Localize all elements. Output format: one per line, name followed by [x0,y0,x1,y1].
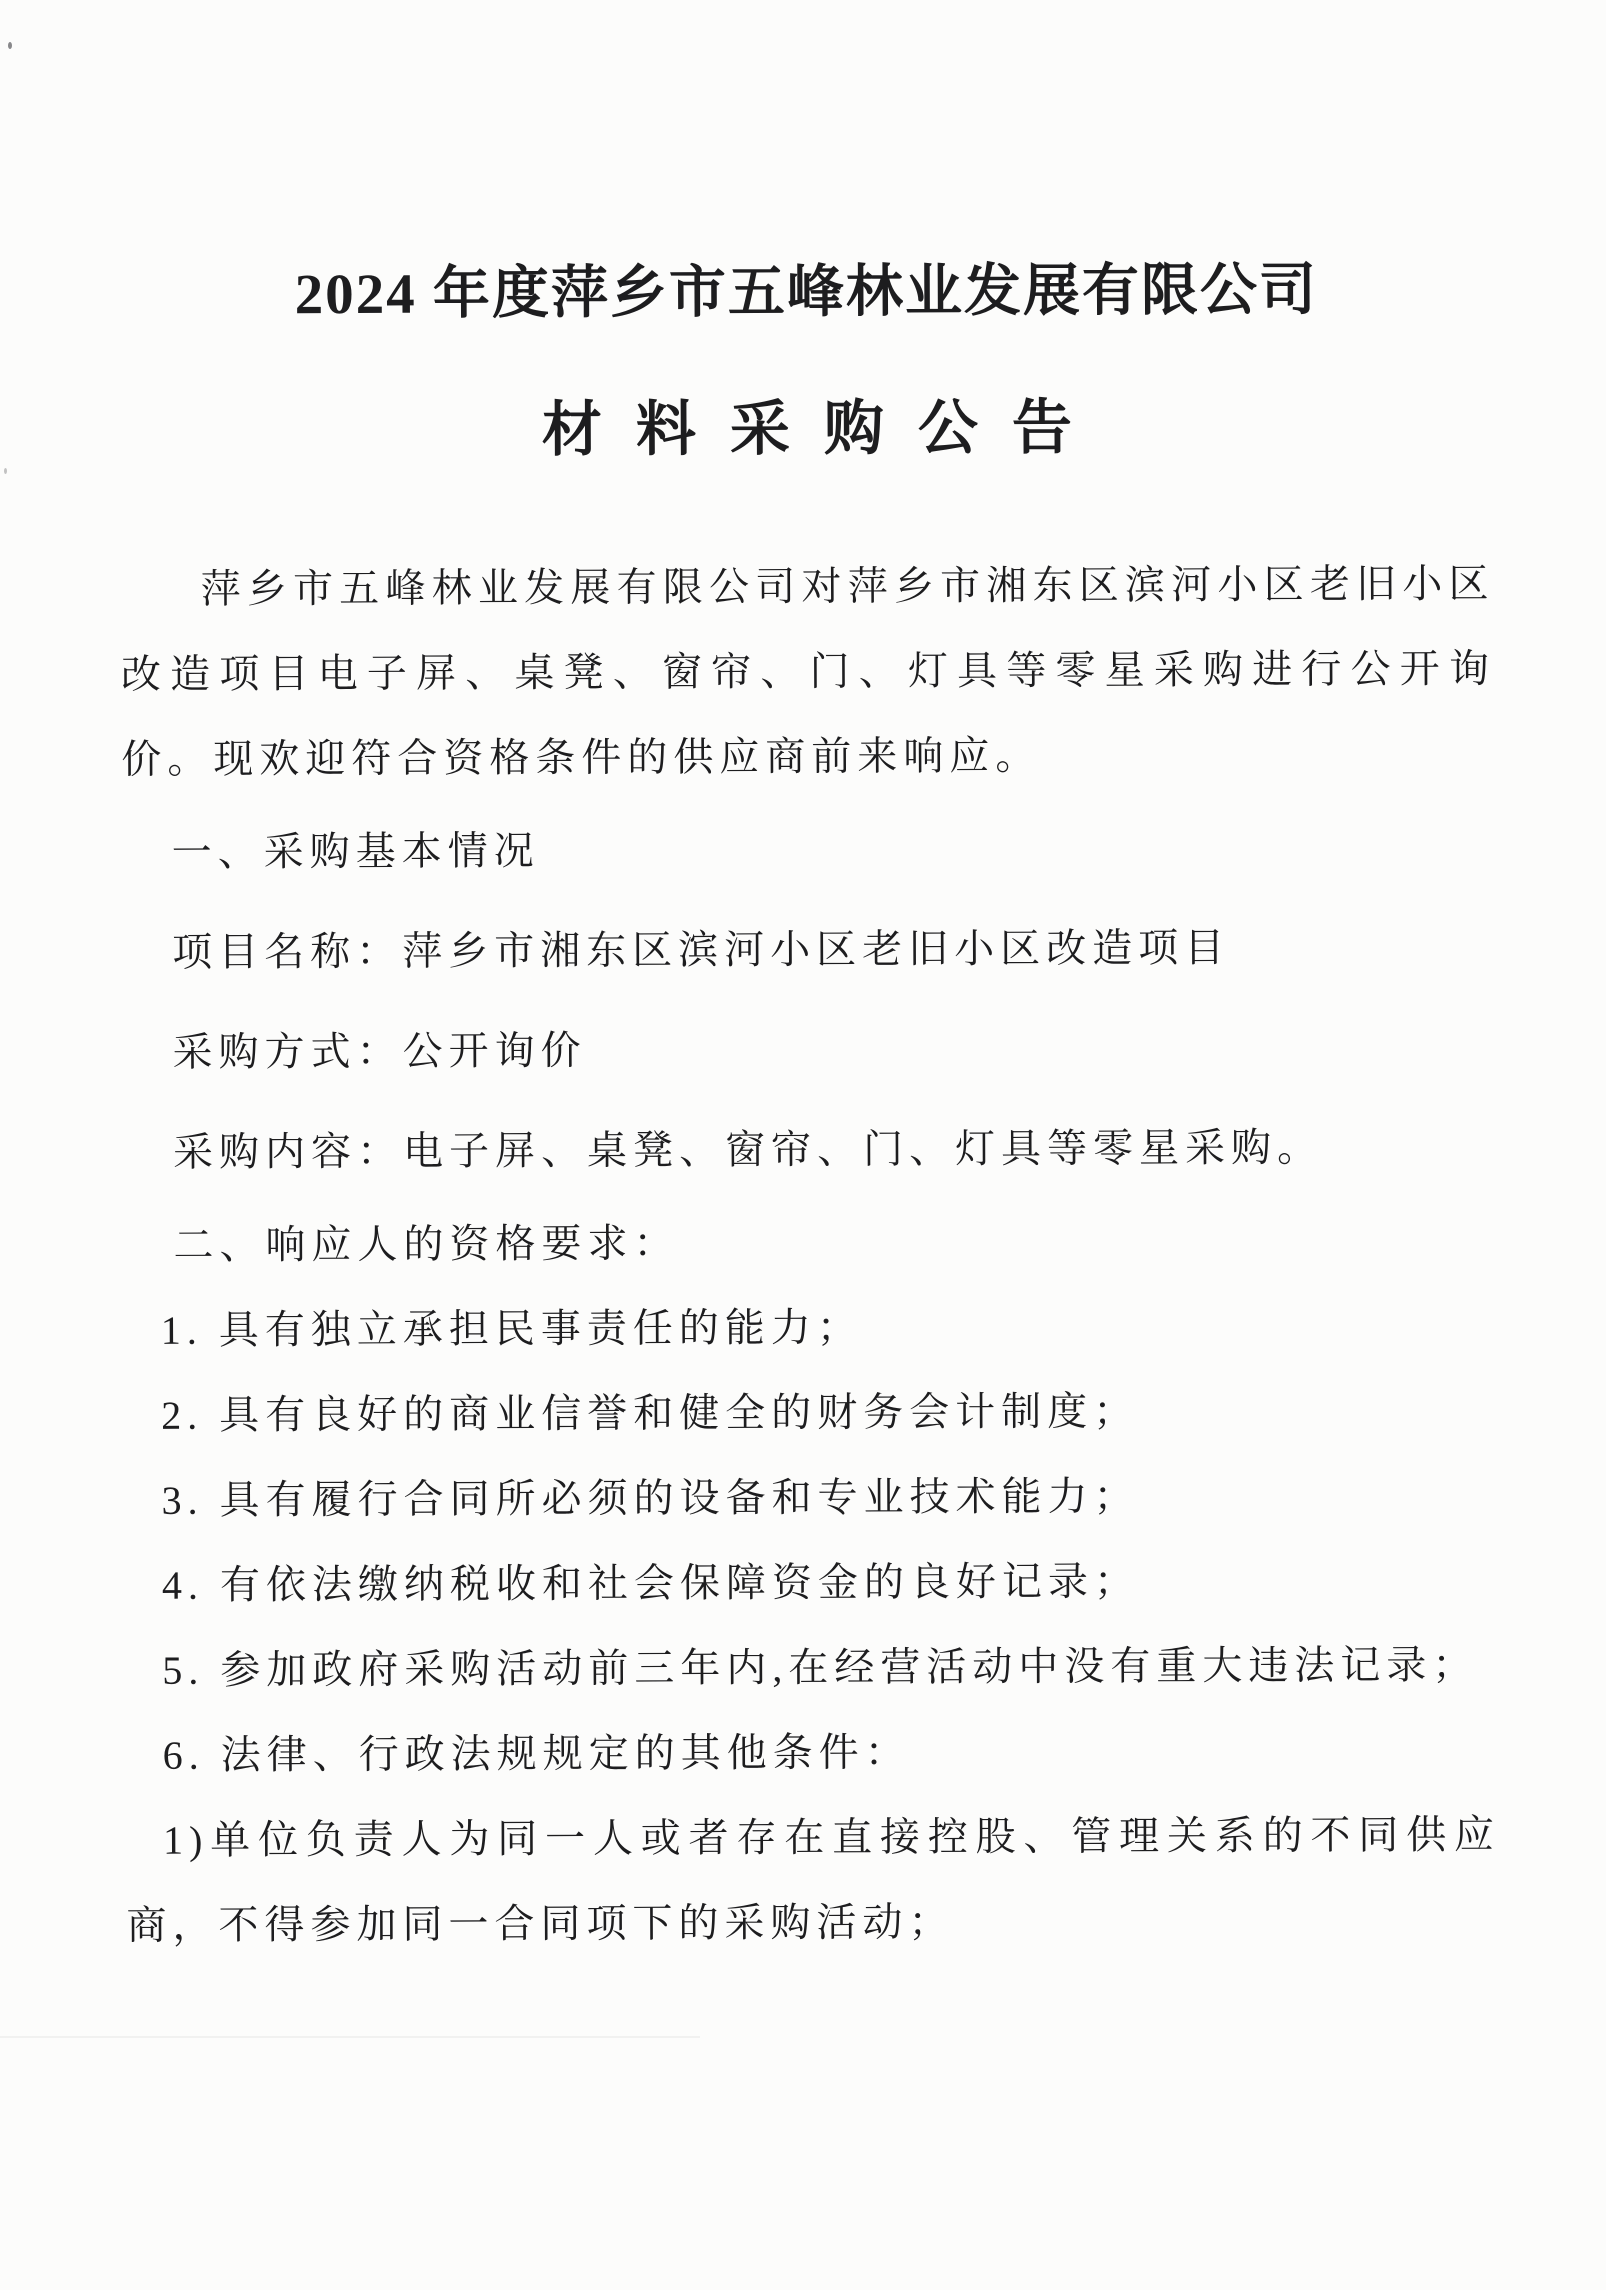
qualification-item-1: 1. 具有独立承担民事责任的能力； [160,1304,863,1353]
qualification-item-6: 6. 法律、行政法规规定的其他条件： [162,1729,911,1778]
section1-line-procurement-method: 采购方式：公开询价 [172,1027,587,1075]
section2-heading: 二、响应人的资格要求： [173,1220,680,1268]
qualification-item-5: 5. 参加政府采购活动前三年内,在经营活动中没有重大违法记录； [162,1642,1479,1693]
document-title-line1: 2024 年度萍乡市五峰林业发展有限公司 [294,258,1319,327]
intro-paragraph: 萍乡市五峰林业发展有限公司对萍乡市湘东区滨河小区老旧小区改造项目电子屏、桌凳、窗帘、门、灯具等零星采购进行公开询价。现欢迎符合资格条件的供应商前来响应。 [120,560,1496,782]
qualification-item-2: 2. 具有良好的商业信誉和健全的财务会计制度； [161,1388,1140,1438]
qualification-subitem-1: 1)单位负责人为同一人或者存在直接控股、管理关系的不同供应商，不得参加同一合同项下的采购活动； [126,1811,1501,1948]
section1-line-procurement-content: 采购内容：电子屏、桌凳、窗帘、门、灯具等零星采购。 [172,1124,1324,1175]
qualification-item-3: 3. 具有履行合同所必须的设备和专业技术能力； [161,1473,1140,1523]
scan-artifact [0,2036,700,2038]
qualification-item-4: 4. 有依法缴纳税收和社会保障资金的良好记录； [161,1558,1140,1608]
document-title-line2: 材料采购公告 [541,394,1107,464]
section1-heading: 一、采购基本情况 [171,828,540,875]
section1-line-project-name: 项目名称：萍乡市湘东区滨河小区老旧小区改造项目 [172,925,1231,975]
